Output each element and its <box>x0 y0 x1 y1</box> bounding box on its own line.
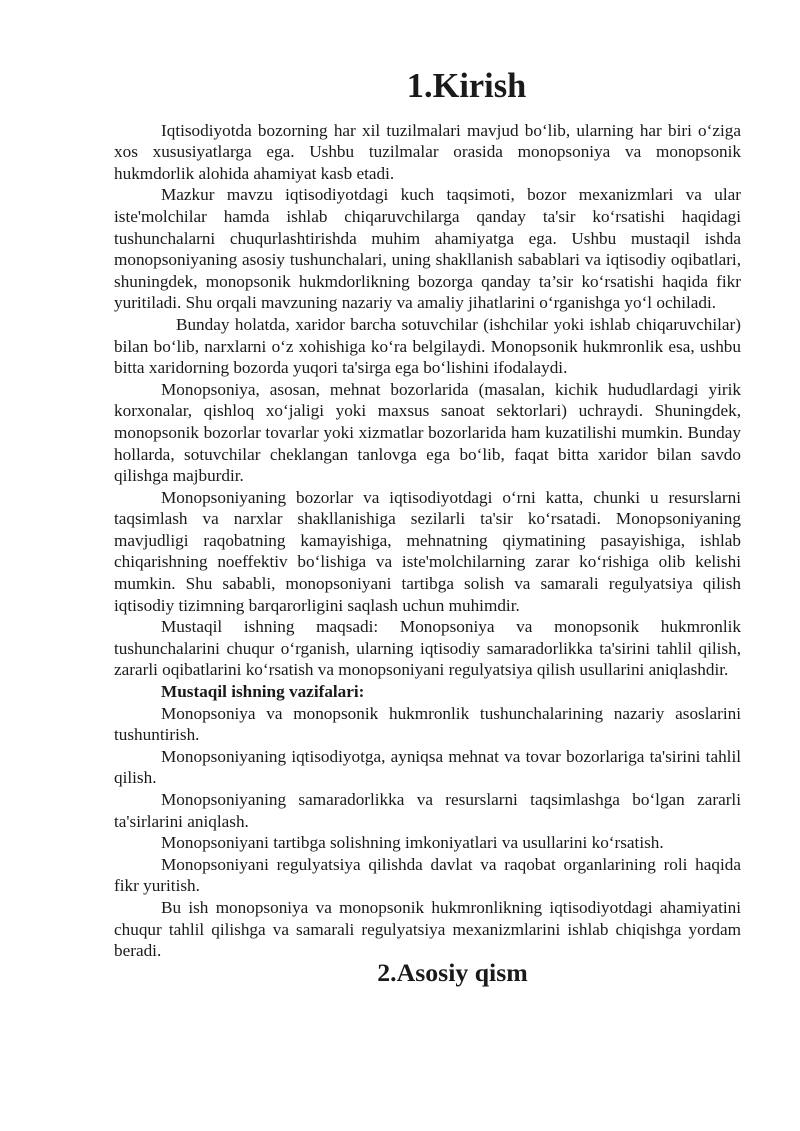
paragraph: Monopsoniyaning bozorlar va iqtisodiyotdagi o‘rni katta, chunki u resurslarni taqsimlash va narxlar shakllanishiga sezilarli ta'sir ko‘rsatadi. Monopsoniyaning mavjudligi raqobatning kamayishiga, mehnatning qiymatining pasayishiga, ishlab chiqarishning noeffektiv bo‘lishiga va iste'molchilarning zarar ko‘rishiga olib kelishi mumkin. Shu sababli, monopsoniyani tartibga solish va samarali regulyatsiya qilish iqtisodiy tizimning barqarorligini saqlash uchun muhimdir. <box>114 487 741 615</box>
paragraph: Iqtisodiyotda bozorning har xil tuzilmalari mavjud bo‘lib, ularning har biri o‘ziga xos xususiyatlarga ega. Ushbu tuzilmalar orasida monopsoniya va monopsonik hukmdorlik alohida ahamiyat kasb etadi. <box>114 120 741 183</box>
section-heading-intro: 1.Kirish <box>406 67 527 105</box>
section-heading-main: 2.Asosiy qism <box>377 957 528 987</box>
paragraph: Monopsoniya, asosan, mehnat bozorlarida (masalan, kichik hududlardagi yirik korxonalar, qishloq xo‘jaligi yoki maxsus sanoat sektorlari) uchraydi. Shuningdek, monopsonik bozorlar tovarlar yoki xizmatlar bozorlarida ham kuzatilishi mumkin. Bunday hollarda, sotuvchilar cheklangan tanlovga ega bo‘lib, faqat bitta xaridor bilan savdo qilishga majburdir. <box>114 379 741 486</box>
task-item: Monopsoniyaning iqtisodiyotga, ayniqsa mehnat va tovar bozorlariga ta'sirini tahlil qilish. <box>114 746 741 788</box>
task-item: Monopsoniya va monopsonik hukmronlik tushunchalarining nazariy asoslarini tushuntirish. <box>114 703 741 745</box>
paragraph: Bunday holatda, xaridor barcha sotuvchilar (ishchilar yoki ishlab chiqaruvchilar) bilan bo‘lib, narxlarni o‘z xohishiga ko‘ra belgilaydi. Monopsonik hukmronlik esa, ushbu bitta xaridorning bozorda yuqori ta'sirga ega bo‘lishini ifodalaydi. <box>114 314 741 378</box>
closing-paragraph: Bu ish monopsoniya va monopsonik hukmronlikning iqtisodiyotdagi ahamiyatini chuqur tahlil qilishga va samarali regulyatsiya mexanizmlarini ishlab chiqishga yordam beradi. <box>114 897 741 961</box>
paragraph: Mustaqil ishning maqsadi: Monopsoniya va monopsonik hukmronlik tushunchalarini chuqur o‘rganish, ularning iqtisodiy samaradorlikka ta'sirini tahlil qilish, zararli oqibatlarini ko‘rsatish va monopsoniyani regulyatsiya qilish usullarini aniqlashdir. <box>114 617 741 680</box>
document-page <box>114 67 741 987</box>
task-item: Monopsoniyani regulyatsiya qilishda davlat va raqobat organlarining roli haqida fikr yuritish. <box>114 854 741 896</box>
paragraph: Mazkur mavzu iqtisodiyotdagi kuch taqsimoti, bozor mexanizmlari va ular iste'molchilar hamda ishlab chiqaruvchilarga qanday ta'sir ko‘rsatishi haqidagi tushunchalarni chuqurlashtirishda muhim ahamiyatga ega. Ushbu mustaqil ishda monopsoniyaning asosiy tushunchalari, uning shakllanish sabablari va iqtisodiy oqibatlari, shuningdek, monopsonik hukmdorlikning bozorga qanday ta’sir ko‘rsatishi haqida fikr yuritiladi. Shu orqali mavzuning nazariy va amaliy jihatlarini o‘rganishga yo‘l ochiladi. <box>114 185 741 313</box>
tasks-title: Mustaqil ishning vazifalari: <box>161 682 365 702</box>
task-item: Monopsoniyani tartibga solishning imkoniyatlari va usullarini ko‘rsatish. <box>161 833 664 853</box>
task-item: Monopsoniyaning samaradorlikka va resurslarni taqsimlashga bo‘lgan zararli ta'sirlarini aniqlash. <box>114 790 741 831</box>
